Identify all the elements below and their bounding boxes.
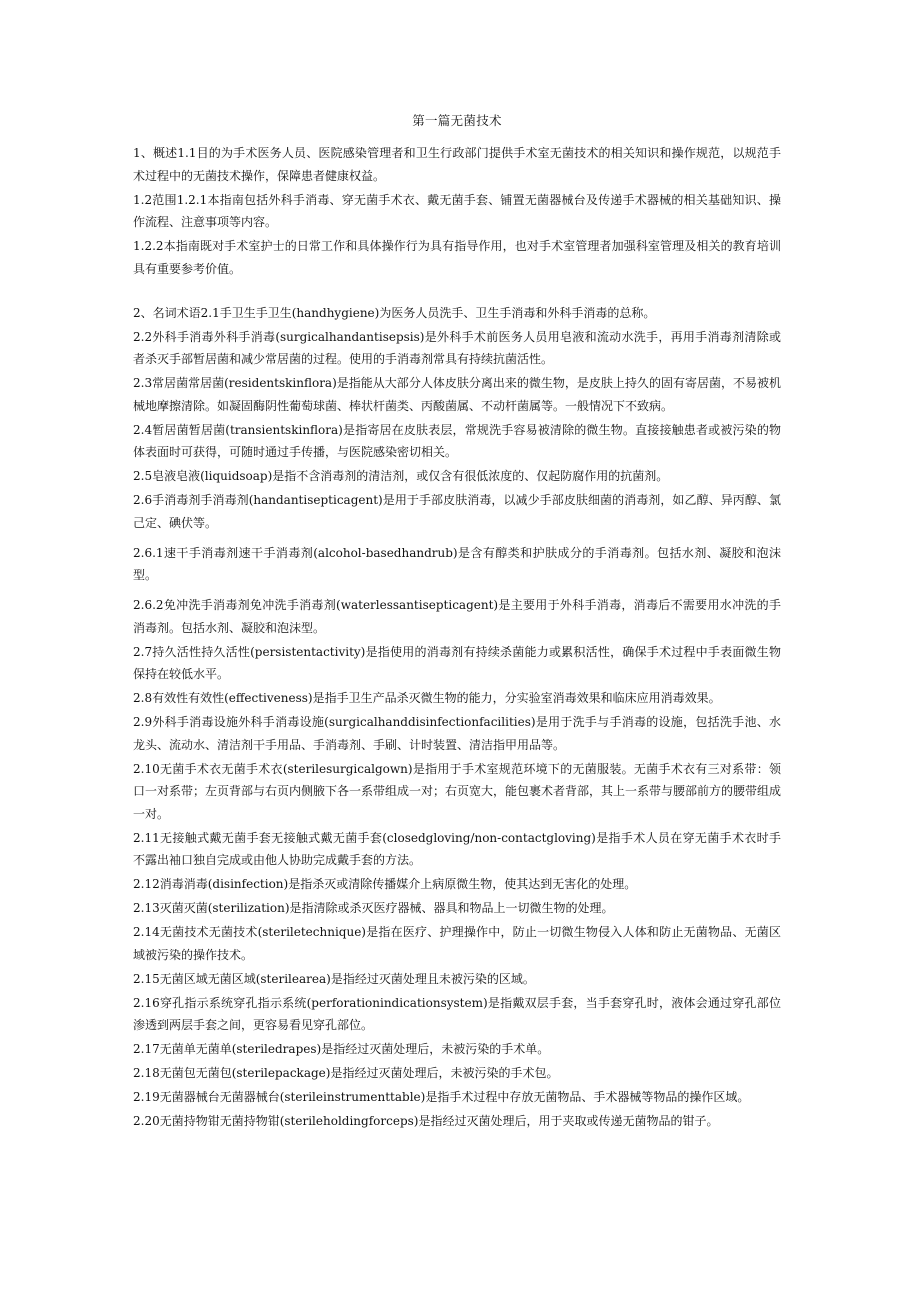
paragraph-scope: 1.2范围1.2.1本指南包括外科手消毒、穿无菌手术衣、戴无菌手套、铺置无菌器械台及传递手术器械的相关基础知识、操作流程、注意事项等内容。: [133, 192, 781, 229]
section-spacer: [133, 282, 781, 302]
paragraph-sterilization: 2.13灭菌灭菌(sterilization)是指清除或杀灭医疗器械、器具和物品上一切微生物的处理。: [133, 901, 614, 915]
paragraph-waterless-agent: 2.6.2免冲洗手消毒剂免冲洗手消毒剂(waterlessantisepticagent)是主要用于外科手消毒，消毒后不需要用水冲洗的手消毒剂。包括水剂、凝胶和泡沫型。: [133, 598, 781, 635]
paragraph-sterile-drapes: 2.17无菌单无菌单(steriledrapes)是指经过灭菌处理后，未被污染的手术单。: [133, 1042, 550, 1056]
paragraph-sterile-technique: 2.14无菌技术无菌技术(steriletechnique)是指在医疗、护理操作中，防止一切微生物侵入人体和防止无菌物品、无菌区域被污染的操作技术。: [133, 925, 781, 962]
paragraph-perforation-indication: 2.16穿孔指示系统穿孔指示系统(perforationindicationsystem)是指戴双层手套，当手套穿孔时，液体会通过穿孔部位渗透到两层手套之间，更容易看见穿孔部位。: [133, 995, 781, 1032]
document-page: [133, 112, 781, 1134]
paragraph-alcohol-handrub: 2.6.1速干手消毒剂速干手消毒剂(alcohol-basedhandrub)是含有醇类和护肤成分的手消毒剂。包括水剂、凝胶和泡沫型。: [133, 545, 781, 582]
paragraph-disinfection: 2.12消毒消毒(disinfection)是指杀灭或清除传播媒介上病原微生物，使其达到无害化的处理。: [133, 877, 637, 891]
paragraph-resident-flora: 2.3常居菌常居菌(residentskinflora)是指能从大部分人体皮肤分离出来的微生物，是皮肤上持久的固有寄居菌，不易被机械地摩擦清除。如凝固酶阴性葡萄球菌、棒状杆菌类、丙酸菌属、不动杆菌属等。一般情况下不致病。: [133, 376, 781, 413]
paragraph-closed-gloving: 2.11无接触式戴无菌手套无接触式戴无菌手套(closedgloving/non-contactgloving)是指手术人员在穿无菌手术衣时手不露出袖口独自完成或由他人协助完成戴手套的方法。: [133, 830, 781, 867]
paragraph-hand-antiseptic-agent: 2.6手消毒剂手消毒剂(handantisepticagent)是用于手部皮肤消毒，以减少手部皮肤细菌的消毒剂，如乙醇、异丙醇、氯己定、碘伏等。: [133, 493, 781, 530]
paragraph-hand-hygiene: 2、名词术语2.1手卫生手卫生(handhygiene)为医务人员洗手、卫生手消毒和外科手消毒的总称。: [133, 305, 656, 320]
paragraph-sterile-holding-forceps: 2.20无菌持物钳无菌持物钳(sterileholdingforceps)是指经过灭菌处理后，用于夹取或传递无菌物品的钳子。: [133, 1114, 719, 1128]
document-title: 第一篇无菌技术: [412, 113, 502, 128]
paragraph-effectiveness: 2.8有效性有效性(effectiveness)是指手卫生产品杀灭微生物的能力，分实验室消毒效果和临床应用消毒效果。: [133, 691, 721, 705]
paragraph-persistent-activity: 2.7持久活性持久活性(persistentactivity)是指使用的消毒剂有持续杀菌能力或累积活性，确保手术过程中手表面微生物保持在较低水平。: [133, 644, 781, 681]
paragraph-disinfection-facilities: 2.9外科手消毒设施外科手消毒设施(surgicalhanddisinfectionfacilities)是用于洗手与手消毒的设施，包括洗手池、水龙头、流动水、清洁剂干手用品、手消毒剂、手刷、计时装置、清洁指甲用品等。: [133, 715, 781, 752]
paragraph-overview: 1、概述1.1目的为手术医务人员、医院感染管理者和卫生行政部门提供手术室无菌技术的相关知识和操作规范，以规范手术过程中的无菌技术操作，保障患者健康权益。: [133, 146, 781, 183]
paragraph-sterile-package: 2.18无菌包无菌包(sterilepackage)是指经过灭菌处理后，未被污染的手术包。: [133, 1066, 559, 1080]
paragraph-sterile-area: 2.15无菌区域无菌区域(sterilearea)是指经过灭菌处理且未被污染的区域。: [133, 971, 535, 986]
paragraph-surgical-hand-antisepsis: 2.2外科手消毒外科手消毒(surgicalhandantisepsis)是外科手术前医务人员用皂液和流动水洗手，再用手消毒剂清除或者杀灭手部暂居菌和减少常居菌的过程。使用的手消毒剂常具有持续抗菌活性。: [133, 329, 781, 366]
paragraph-sterile-instrument-table: 2.19无菌器械台无菌器械台(sterileinstrumenttable)是指手术过程中存放无菌物品、手术器械等物品的操作区域。: [133, 1090, 750, 1104]
paragraph-sterile-gown: 2.10无菌手术衣无菌手术衣(sterilesurgicalgown)是指用于手术室规范环境下的无菌服装。无菌手术衣有三对系带：领口一对系带；左页背部与右页内侧腋下各一系带组成一对；右页宽大，能包裹术者背部，其上一系带与腰部前方的腰带组成一对。: [133, 761, 782, 821]
paragraph-guidance-value: 1.2.2本指南既对手术室护士的日常工作和具体操作行为具有指导作用，也对手术室管理者加强科室管理及相关的教育培训具有重要参考价值。: [133, 239, 781, 276]
paragraph-liquid-soap: 2.5皂液皂液(liquidsoap)是指不含消毒剂的清洁剂，或仅含有很低浓度的、仅起防腐作用的抗菌剂。: [133, 469, 669, 483]
paragraph-transient-flora: 2.4暂居菌暂居菌(transientskinflora)是指寄居在皮肤表层，常规洗手容易被清除的微生物。直接接触患者或被污染的物体表面时可获得，可随时通过手传播，与医院感染密切相关。: [133, 422, 781, 459]
